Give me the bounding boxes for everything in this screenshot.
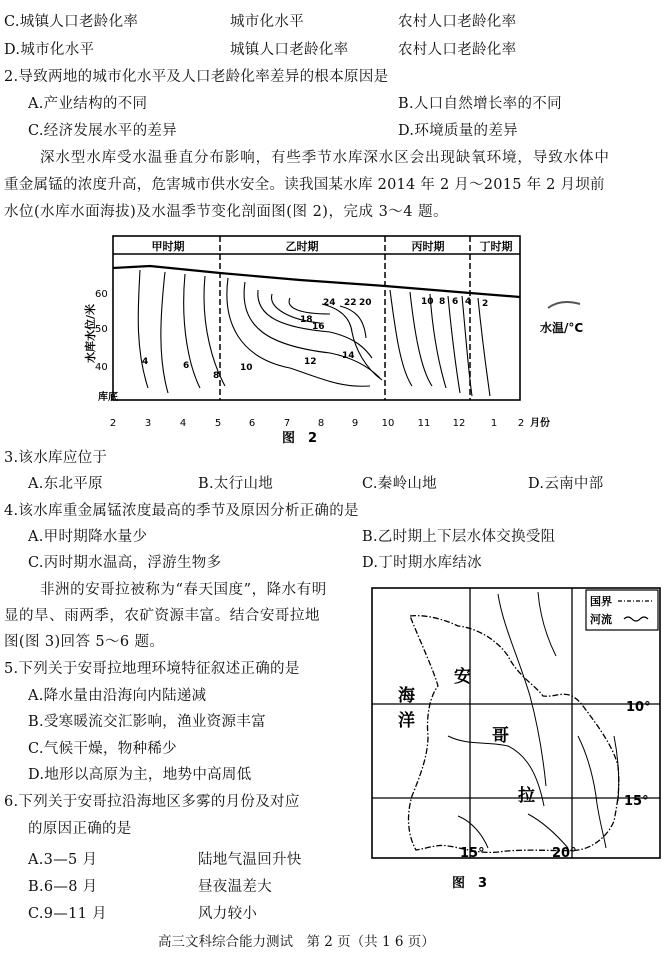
q5-option-d: D.地形以高原为主，地势中高周低 [28, 767, 252, 783]
q1-option-c: C.城镇人口老龄化率 [4, 14, 139, 30]
q4-option-d: D.丁时期水库结冰 [362, 555, 482, 571]
legend-water-temp: 水温/°C [540, 321, 584, 335]
period-label-bing: 丙时期 [411, 240, 445, 253]
q6-stem-line2: 的原因正确的是 [28, 821, 132, 837]
lon-15-label: 15° [460, 846, 485, 861]
q6-option-c: C.9—11 月 [28, 906, 107, 922]
figure-3-angola-map [368, 586, 668, 896]
isoline-label-8b: 8 [439, 297, 446, 307]
lon-20-label: 20° [552, 846, 577, 861]
x-tick: 4 [179, 418, 187, 429]
q1-option-c-col3: 农村人口老龄化率 [398, 14, 517, 30]
x-tick: 3 [144, 418, 152, 429]
q3-stem: 3.该水库应位于 [4, 450, 108, 466]
q3-option-d: D.云南中部 [528, 476, 604, 492]
isoline-label-6a: 6 [183, 361, 190, 371]
q2-stem: 2.导致两地的城市化水平及人口老龄化率差异的根本原因是 [4, 69, 389, 85]
isoline-label-4a: 4 [142, 357, 149, 367]
temperature-isolines [138, 270, 490, 396]
q1-option-d: D.城市化水平 [4, 42, 95, 58]
country-label-2: 哥 [492, 726, 509, 746]
q5-option-b: B.受寒暖流交汇影响，渔业资源丰富 [28, 714, 266, 730]
q4-option-a: A.甲时期降水量少 [28, 529, 148, 545]
passage2-line1: 非洲的安哥拉被称为“春天国度”，降水有明 [40, 582, 327, 598]
isoline-label-10a: 10 [240, 363, 253, 373]
q5-stem: 5.下列关于安哥拉地理环境特征叙述正确的是 [4, 661, 300, 677]
x-tick: 10 [381, 418, 395, 429]
isoline-label-18: 18 [300, 315, 313, 325]
x-tick: 5 [214, 418, 222, 429]
country-label-3: 拉 [518, 786, 535, 806]
passage2-line3: 图(图 3)回答 5～6 题。 [4, 634, 165, 650]
legend-isoline-sample [548, 302, 580, 308]
isoline-label-22: 22 [344, 298, 357, 308]
q1-option-d-col2: 城镇人口老龄化率 [230, 42, 349, 58]
q3-option-b: B.太行山地 [198, 476, 274, 492]
q3-option-a: A.东北平原 [28, 476, 103, 492]
isoline-label-16: 16 [312, 322, 325, 332]
lat-10-label: 10° [626, 700, 651, 715]
sea-label-1: 海 [398, 686, 415, 706]
q1-option-d-col3: 农村人口老龄化率 [398, 42, 517, 58]
passage1-line1: 深水型水库受水温垂直分布影响，有些季节水库深水区会出现缺氧环境，导致水体中 [40, 150, 610, 166]
y-tick-40: 40 [95, 362, 108, 373]
isoline-label-24: 24 [323, 298, 336, 308]
water-level-line [113, 266, 520, 297]
isoline-label-2: 2 [482, 299, 489, 309]
isoline-label-12: 12 [304, 357, 317, 367]
q5-option-a: A.降水量由沿海向内陆递减 [28, 688, 207, 704]
q6-option-c-reason: 风力较小 [198, 906, 258, 922]
q2-option-b: B.人口自然增长率的不同 [398, 96, 562, 112]
x-tick: 8 [317, 418, 325, 429]
x-tick: 9 [351, 418, 359, 429]
y-tick-60: 60 [95, 289, 108, 300]
q4-option-b: B.乙时期上下层水体交换受阻 [362, 529, 556, 545]
isoline-label-8a: 8 [213, 371, 220, 381]
passage1-line2: 重金属锰的浓度升高，危害城市供水安全。读我国某水库 2014 年 2 月～2015 年 2 月坝前 [4, 177, 605, 193]
isoline-label-4b: 4 [465, 297, 472, 307]
x-ticks [110, 418, 524, 429]
period-label-ding: 丁时期 [479, 240, 513, 253]
isoline-label-6b: 6 [452, 297, 459, 307]
figure-2-caption: 图 2 [282, 431, 318, 446]
y-tick-50: 50 [95, 324, 108, 335]
period-label-jia: 甲时期 [151, 240, 185, 253]
x-unit-label: 月份 [530, 418, 550, 429]
q4-option-c: C.丙时期水温高，浮游生物多 [28, 555, 222, 571]
x-tick: 7 [283, 418, 291, 429]
x-tick: 12 [452, 418, 466, 429]
country-label-1: 安 [454, 667, 471, 687]
isoline-label-10b: 10 [421, 297, 434, 307]
x-tick: 2 [517, 418, 525, 429]
q6-option-a: A.3—5 月 [28, 852, 98, 868]
x-tick: 1 [490, 418, 498, 429]
q6-stem-line1: 6.下列关于安哥拉沿海地区多雾的月份及对应 [4, 794, 300, 810]
legend-river-label: 河流 [590, 613, 612, 626]
isoline-labels [142, 297, 488, 381]
isoline-label-14: 14 [342, 351, 355, 361]
period-label-yi: 乙时期 [285, 240, 319, 253]
x-tick: 11 [417, 418, 431, 429]
sea-label-2: 洋 [398, 711, 415, 731]
q5-option-c: C.气候干燥，物种稀少 [28, 741, 177, 757]
q6-option-a-reason: 陆地气温回升快 [198, 852, 302, 868]
x-tick: 6 [248, 418, 256, 429]
q3-option-c: C.秦岭山地 [362, 476, 437, 492]
q2-option-a: A.产业结构的不同 [28, 96, 148, 112]
passage2-line2: 显的旱、雨两季，农矿资源丰富。结合安哥拉地 [4, 608, 321, 624]
q6-option-b-reason: 昼夜温差大 [198, 879, 272, 895]
q2-option-d: D.环境质量的差异 [398, 123, 518, 139]
page-footer: 高三文科综合能力测试 第 2 页（共 1 6 页） [158, 934, 435, 950]
lat-15-label: 15° [624, 794, 649, 809]
q6-option-b: B.6—8 月 [28, 879, 98, 895]
passage1-line3: 水位(水库水面海拔)及水温季节变化剖面图(图 2)，完成 3～4 题。 [4, 204, 449, 220]
x-tick: 2 [109, 418, 117, 429]
figure-2-reservoir-profile [0, 228, 670, 450]
legend-border-label: 国界 [590, 595, 612, 608]
figure-3-caption: 图 3 [452, 876, 488, 891]
angola-border [409, 616, 619, 853]
isoline-label-20: 20 [359, 298, 372, 308]
q2-option-c: C.经济发展水平的差异 [28, 123, 177, 139]
y-bottom-label: 库底 [98, 392, 118, 403]
q1-option-c-col2: 城市化水平 [230, 14, 304, 30]
q4-stem: 4.该水库重金属锰浓度最高的季节及原因分析正确的是 [4, 503, 359, 519]
y-axis-label: 水库水位/米 [84, 303, 97, 363]
